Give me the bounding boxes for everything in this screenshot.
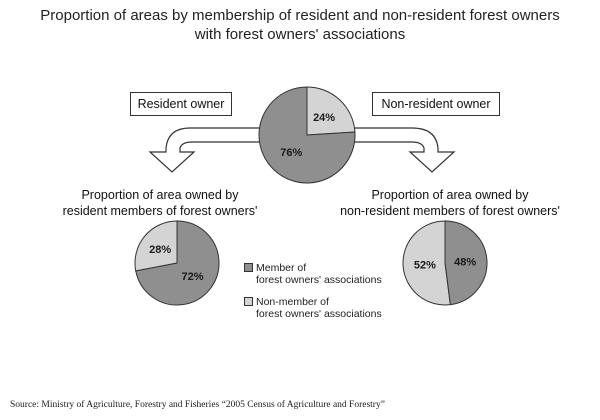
- non-resident-membership-pie: [403, 221, 487, 305]
- non-resident-pie-subtitle: [320, 187, 580, 219]
- non-resident-subtitle-line2: non-resident members of forest owners': [340, 204, 560, 218]
- owner-non-resident-data-label: 24%: [313, 111, 336, 124]
- legend-non-member-line1: Non-member of: [256, 296, 329, 308]
- non-resident-non-member-data-label: 52%: [413, 259, 436, 272]
- source-note: Source: Ministry of Agriculture, Forestry and Fisheries “2005 Census of Agriculture and Forestry”: [10, 400, 385, 410]
- resident-member-data-label: 72%: [181, 270, 204, 283]
- legend-swatch-member: [244, 263, 253, 272]
- right-curved-arrow: [354, 128, 454, 172]
- resident-owner-label: Resident owner: [130, 92, 232, 116]
- legend: [244, 262, 384, 330]
- non-resident-subtitle-line1: Proportion of area owned by: [371, 188, 529, 202]
- legend-member-line2: forest owners' associations: [256, 274, 382, 286]
- resident-subtitle-line1: Proportion of area owned by: [81, 188, 239, 202]
- non-resident-member-data-label: 48%: [454, 256, 477, 269]
- non-resident-owner-label: Non-resident owner: [372, 92, 500, 116]
- legend-item-member: [244, 262, 384, 286]
- resident-membership-pie: [135, 221, 219, 305]
- owner-resident-data-label: 76%: [280, 146, 303, 159]
- chart-title-line2: with forest owners' associations: [194, 26, 406, 43]
- legend-member-line1: Member of: [256, 262, 307, 274]
- resident-pie-subtitle: [40, 187, 280, 219]
- chart-title-line1: Proportion of areas by membership of resident and non-resident forest owners: [40, 7, 560, 24]
- resident-non-member-data-label: 28%: [149, 244, 172, 257]
- left-curved-arrow: [150, 128, 262, 172]
- legend-item-non-member: [244, 296, 384, 320]
- owner-type-pie: [259, 87, 355, 183]
- legend-swatch-non-member: [244, 297, 253, 306]
- legend-non-member-line2: forest owners' associations: [256, 308, 382, 320]
- resident-subtitle-line2: resident members of forest owners': [62, 204, 258, 218]
